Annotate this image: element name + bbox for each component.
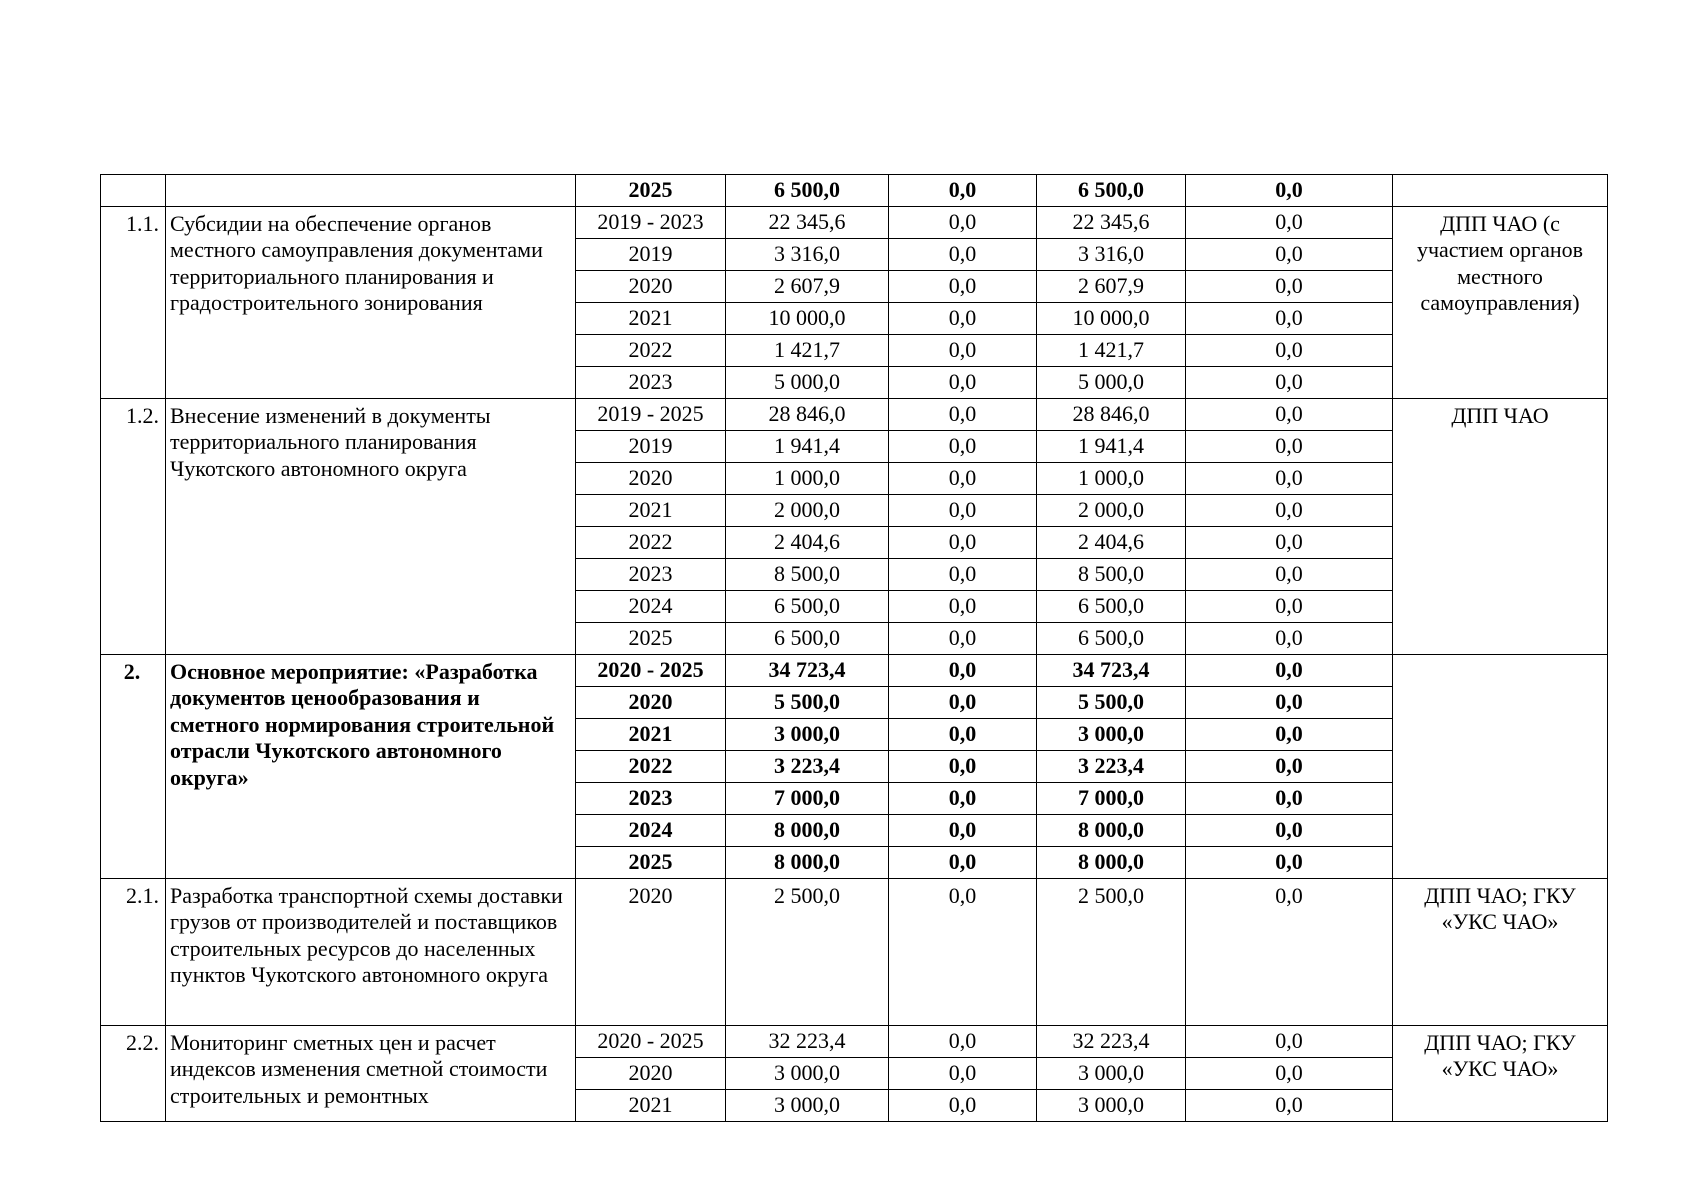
federal-value: 0,0 xyxy=(889,879,1037,1026)
regional-value: 8 000,0 xyxy=(1037,847,1186,879)
period-cell: 2023 xyxy=(576,367,726,399)
other-value: 0,0 xyxy=(1186,495,1393,527)
other-value: 0,0 xyxy=(1186,847,1393,879)
item-name: Мониторинг сметных цен и расчет индексов изменения сметной стоимости строительных и ремонтных xyxy=(166,1026,576,1122)
item-name xyxy=(166,175,576,207)
federal-value: 0,0 xyxy=(889,399,1037,431)
other-value: 0,0 xyxy=(1186,1058,1393,1090)
item-number xyxy=(101,175,166,207)
period-cell: 2022 xyxy=(576,751,726,783)
regional-value: 8 000,0 xyxy=(1037,815,1186,847)
period-cell: 2023 xyxy=(576,559,726,591)
other-value: 0,0 xyxy=(1186,687,1393,719)
regional-value: 5 000,0 xyxy=(1037,367,1186,399)
item-number: 2.2. xyxy=(101,1026,166,1122)
total-value: 8 000,0 xyxy=(726,815,889,847)
total-value: 3 000,0 xyxy=(726,719,889,751)
total-value: 3 000,0 xyxy=(726,1090,889,1122)
regional-value: 28 846,0 xyxy=(1037,399,1186,431)
executor: ДПП ЧАО; ГКУ «УКС ЧАО» xyxy=(1393,1026,1608,1122)
other-value: 0,0 xyxy=(1186,271,1393,303)
total-value: 34 723,4 xyxy=(726,655,889,687)
federal-value: 0,0 xyxy=(889,207,1037,239)
period-cell: 2020 - 2025 xyxy=(576,1026,726,1058)
table-body xyxy=(101,175,1608,1122)
period-cell: 2021 xyxy=(576,719,726,751)
regional-value: 7 000,0 xyxy=(1037,783,1186,815)
other-value: 0,0 xyxy=(1186,879,1393,1026)
regional-value: 2 500,0 xyxy=(1037,879,1186,1026)
period-cell: 2021 xyxy=(576,1090,726,1122)
total-value: 7 000,0 xyxy=(726,783,889,815)
executor xyxy=(1393,655,1608,879)
item-number: 2.1. xyxy=(101,879,166,1026)
executor xyxy=(1393,175,1608,207)
period-cell: 2025 xyxy=(576,175,726,207)
total-value: 2 607,9 xyxy=(726,271,889,303)
executor: ДПП ЧАО xyxy=(1393,399,1608,655)
total-value: 5 000,0 xyxy=(726,367,889,399)
regional-value: 8 500,0 xyxy=(1037,559,1186,591)
federal-value: 0,0 xyxy=(889,815,1037,847)
item-name: Субсидии на обеспечение органов местного самоуправления документами территориального планирования и градостроительного зонирования xyxy=(166,207,576,399)
federal-value: 0,0 xyxy=(889,431,1037,463)
period-cell: 2020 xyxy=(576,271,726,303)
federal-value: 0,0 xyxy=(889,847,1037,879)
federal-value: 0,0 xyxy=(889,655,1037,687)
item-name: Внесение изменений в документы территориального планирования Чукотского автономного округа xyxy=(166,399,576,655)
regional-value: 2 000,0 xyxy=(1037,495,1186,527)
federal-value: 0,0 xyxy=(889,719,1037,751)
federal-value: 0,0 xyxy=(889,495,1037,527)
other-value: 0,0 xyxy=(1186,655,1393,687)
other-value: 0,0 xyxy=(1186,463,1393,495)
regional-value: 3 223,4 xyxy=(1037,751,1186,783)
other-value: 0,0 xyxy=(1186,815,1393,847)
federal-value: 0,0 xyxy=(889,687,1037,719)
other-value: 0,0 xyxy=(1186,303,1393,335)
period-cell: 2021 xyxy=(576,495,726,527)
period-cell: 2020 - 2025 xyxy=(576,655,726,687)
period-cell: 2025 xyxy=(576,623,726,655)
other-value: 0,0 xyxy=(1186,527,1393,559)
federal-value: 0,0 xyxy=(889,271,1037,303)
total-value: 28 846,0 xyxy=(726,399,889,431)
executor: ДПП ЧАО; ГКУ «УКС ЧАО» xyxy=(1393,879,1608,1026)
period-cell: 2021 xyxy=(576,303,726,335)
federal-value: 0,0 xyxy=(889,335,1037,367)
other-value: 0,0 xyxy=(1186,783,1393,815)
table-row xyxy=(101,879,1608,1026)
federal-value: 0,0 xyxy=(889,783,1037,815)
period-cell: 2022 xyxy=(576,335,726,367)
period-cell: 2024 xyxy=(576,815,726,847)
table-row xyxy=(101,207,1608,239)
period-cell: 2020 xyxy=(576,463,726,495)
other-value: 0,0 xyxy=(1186,751,1393,783)
total-value: 6 500,0 xyxy=(726,623,889,655)
regional-value: 2 404,6 xyxy=(1037,527,1186,559)
regional-value: 3 000,0 xyxy=(1037,719,1186,751)
budget-table xyxy=(100,174,1608,1122)
regional-value: 34 723,4 xyxy=(1037,655,1186,687)
federal-value: 0,0 xyxy=(889,463,1037,495)
total-value: 6 500,0 xyxy=(726,175,889,207)
other-value: 0,0 xyxy=(1186,591,1393,623)
regional-value: 2 607,9 xyxy=(1037,271,1186,303)
total-value: 8 500,0 xyxy=(726,559,889,591)
other-value: 0,0 xyxy=(1186,335,1393,367)
period-cell: 2020 xyxy=(576,687,726,719)
total-value: 3 223,4 xyxy=(726,751,889,783)
regional-value: 3 000,0 xyxy=(1037,1090,1186,1122)
federal-value: 0,0 xyxy=(889,751,1037,783)
federal-value: 0,0 xyxy=(889,239,1037,271)
federal-value: 0,0 xyxy=(889,1090,1037,1122)
total-value: 2 500,0 xyxy=(726,879,889,1026)
regional-value: 10 000,0 xyxy=(1037,303,1186,335)
total-value: 2 404,6 xyxy=(726,527,889,559)
regional-value: 22 345,6 xyxy=(1037,207,1186,239)
total-value: 8 000,0 xyxy=(726,847,889,879)
item-number: 1.2. xyxy=(101,399,166,655)
regional-value: 1 941,4 xyxy=(1037,431,1186,463)
other-value: 0,0 xyxy=(1186,207,1393,239)
federal-value: 0,0 xyxy=(889,303,1037,335)
federal-value: 0,0 xyxy=(889,559,1037,591)
total-value: 22 345,6 xyxy=(726,207,889,239)
other-value: 0,0 xyxy=(1186,239,1393,271)
other-value: 0,0 xyxy=(1186,431,1393,463)
other-value: 0,0 xyxy=(1186,175,1393,207)
federal-value: 0,0 xyxy=(889,527,1037,559)
regional-value: 1 421,7 xyxy=(1037,335,1186,367)
other-value: 0,0 xyxy=(1186,367,1393,399)
total-value: 32 223,4 xyxy=(726,1026,889,1058)
item-name: Разработка транспортной схемы доставки грузов от производителей и поставщиков строительных ресурсов до населенных пунктов Чукотского автономного округа xyxy=(166,879,576,1026)
federal-value: 0,0 xyxy=(889,623,1037,655)
regional-value: 1 000,0 xyxy=(1037,463,1186,495)
other-value: 0,0 xyxy=(1186,623,1393,655)
period-cell: 2025 xyxy=(576,847,726,879)
item-number: 2. xyxy=(101,655,166,879)
regional-value: 6 500,0 xyxy=(1037,591,1186,623)
regional-value: 3 316,0 xyxy=(1037,239,1186,271)
total-value: 3 000,0 xyxy=(726,1058,889,1090)
table-row xyxy=(101,399,1608,431)
other-value: 0,0 xyxy=(1186,719,1393,751)
other-value: 0,0 xyxy=(1186,1090,1393,1122)
table-row xyxy=(101,175,1608,207)
total-value: 10 000,0 xyxy=(726,303,889,335)
total-value: 1 941,4 xyxy=(726,431,889,463)
period-cell: 2024 xyxy=(576,591,726,623)
item-number: 1.1. xyxy=(101,207,166,399)
other-value: 0,0 xyxy=(1186,559,1393,591)
total-value: 1 000,0 xyxy=(726,463,889,495)
period-cell: 2022 xyxy=(576,527,726,559)
regional-value: 32 223,4 xyxy=(1037,1026,1186,1058)
federal-value: 0,0 xyxy=(889,1058,1037,1090)
item-name: Основное мероприятие: «Разработка документов ценообразования и сметного нормирования строительной отрасли Чукотского автономного округа» xyxy=(166,655,576,879)
regional-value: 3 000,0 xyxy=(1037,1058,1186,1090)
table-row xyxy=(101,1026,1608,1058)
regional-value: 6 500,0 xyxy=(1037,175,1186,207)
regional-value: 6 500,0 xyxy=(1037,623,1186,655)
other-value: 0,0 xyxy=(1186,1026,1393,1058)
federal-value: 0,0 xyxy=(889,367,1037,399)
federal-value: 0,0 xyxy=(889,591,1037,623)
federal-value: 0,0 xyxy=(889,175,1037,207)
period-cell: 2019 - 2025 xyxy=(576,399,726,431)
period-cell: 2020 xyxy=(576,879,726,1026)
executor: ДПП ЧАО (с участием органов местного самоуправления) xyxy=(1393,207,1608,399)
total-value: 5 500,0 xyxy=(726,687,889,719)
other-value: 0,0 xyxy=(1186,399,1393,431)
total-value: 1 421,7 xyxy=(726,335,889,367)
period-cell: 2019 - 2023 xyxy=(576,207,726,239)
period-cell: 2019 xyxy=(576,431,726,463)
total-value: 2 000,0 xyxy=(726,495,889,527)
total-value: 3 316,0 xyxy=(726,239,889,271)
federal-value: 0,0 xyxy=(889,1026,1037,1058)
total-value: 6 500,0 xyxy=(726,591,889,623)
regional-value: 5 500,0 xyxy=(1037,687,1186,719)
period-cell: 2023 xyxy=(576,783,726,815)
table-row xyxy=(101,655,1608,687)
period-cell: 2020 xyxy=(576,1058,726,1090)
period-cell: 2019 xyxy=(576,239,726,271)
